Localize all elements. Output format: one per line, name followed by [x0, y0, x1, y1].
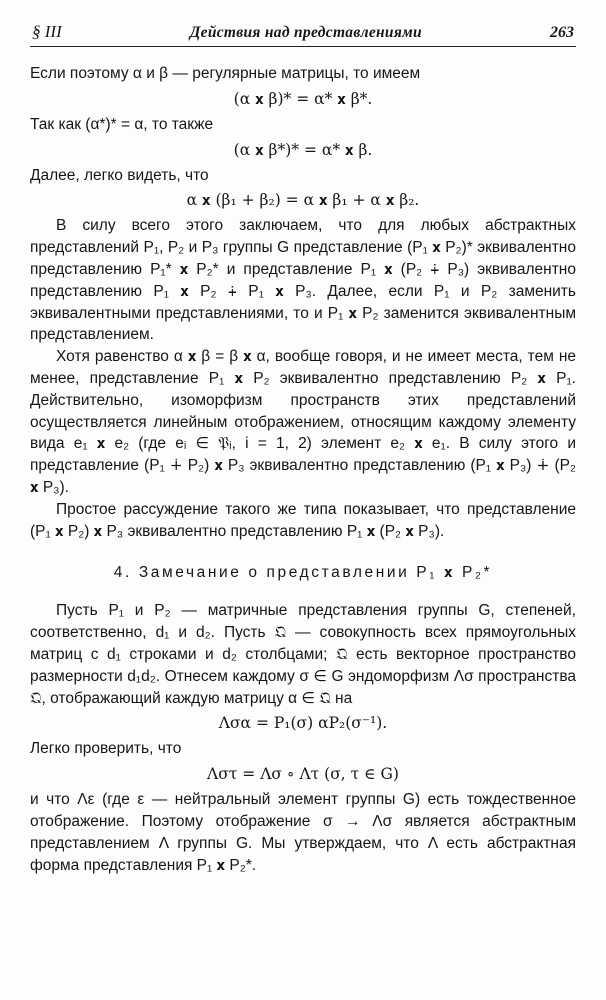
- formula-lambda-def: Λσα = P₁(σ) αP₂(σ⁻¹).: [218, 714, 388, 733]
- formula-distributive: α 𝐱 (β₁ + β₂) = α 𝐱 β₁ + α 𝐱 β₂.: [186, 191, 420, 210]
- formula-conjugate-mixed: (α 𝐱 β*)* = α* 𝐱 β.: [233, 140, 373, 159]
- formula-lambda-homomorphism: Λστ = Λσ ∘ Λτ (σ, τ ∈ G): [207, 765, 399, 784]
- text-line: Легко проверить, что: [30, 740, 182, 758]
- paragraph: В силу всего этого заключаем, что для любых абстрактных представлений P₁, P₂ и P₃ группы G представление (P₁ 𝐱 P₂)* эквивалентно представлению P₁* 𝐱 P₂* и представление P₁ 𝐱 (P₂ ∔ P₃) эквивалентно представлению P₁ 𝐱 P₂ ∔ P₁ 𝐱 P₃. Далее, если P₁ и P₂ заменить эквивалентными представлениями, то и P₁ 𝐱 P₂ заменится эквивалентным представлением.: [30, 217, 576, 344]
- formula-conjugate-product: (α 𝐱 β)* = α* 𝐱 β*.: [233, 89, 373, 108]
- paragraph: Простое рассуждение такого же типа показывает, что представление (P₁ 𝐱 P₂) 𝐱 P₃ эквивалентно представлению P₁ 𝐱 (P₂ 𝐱 P₃).: [30, 500, 576, 540]
- section-heading: 4. Замечание о представлении P₁ 𝐱 P₂*: [113, 564, 493, 582]
- header-section: § III: [32, 22, 62, 41]
- paragraph: Пусть P₁ и P₂ — матричные представления группы G, степеней, соответственно, d₁ и d₂. Пусть 𝔔 — совокупность всех прямоугольных матриц с d₁ строками и d₂ столбцами; 𝔔 есть векторное пространство размерности d₁d₂. Отнесем каждому σ ∈ G эндоморфизм Λσ пространства 𝔔, отображающий каждую матрицу α ∈ 𝔔 на: [30, 602, 576, 707]
- text-line: Так как (α*)* = α, то также: [30, 115, 214, 133]
- text-line: Если поэтому α и β — регулярные матрицы, то имеем: [30, 65, 421, 82]
- running-header: [30, 22, 576, 47]
- header-title: Действия над представлениями: [189, 24, 422, 41]
- text-line: Далее, легко видеть, что: [30, 166, 209, 184]
- paragraph: и что Λε (где ε — нейтральный элемент группы G) есть тождественное отображение. Поэтому отображение σ → Λσ является абстрактным представлением Λ группы G. Мы утверждаем, что Λ есть абстрактная форма представления P₁ 𝐱 P₂*.: [30, 791, 576, 874]
- book-page: [30, 22, 576, 876]
- paragraph: Хотя равенство α 𝐱 β = β 𝐱 α, вообще говоря, и не имеет места, тем не менее, представление P₁ 𝐱 P₂ эквивалентно представлению P₂ 𝐱 P₁. Действительно, изоморфизм пространств этих представлений осуществляется линейным отображением, относящим каждому элементу вида e₁ 𝐱 e₂ (где eᵢ ∈ 𝔓ᵢ, i = 1, 2) элемент e₂ 𝐱 e₁. В силу этого и представление (P₁ ∔ P₂) 𝐱 P₃ эквивалентно представлению (P₁ 𝐱 P₃) ∔ (P₂ 𝐱 P₃).: [30, 348, 576, 496]
- page-number: 263: [550, 24, 574, 41]
